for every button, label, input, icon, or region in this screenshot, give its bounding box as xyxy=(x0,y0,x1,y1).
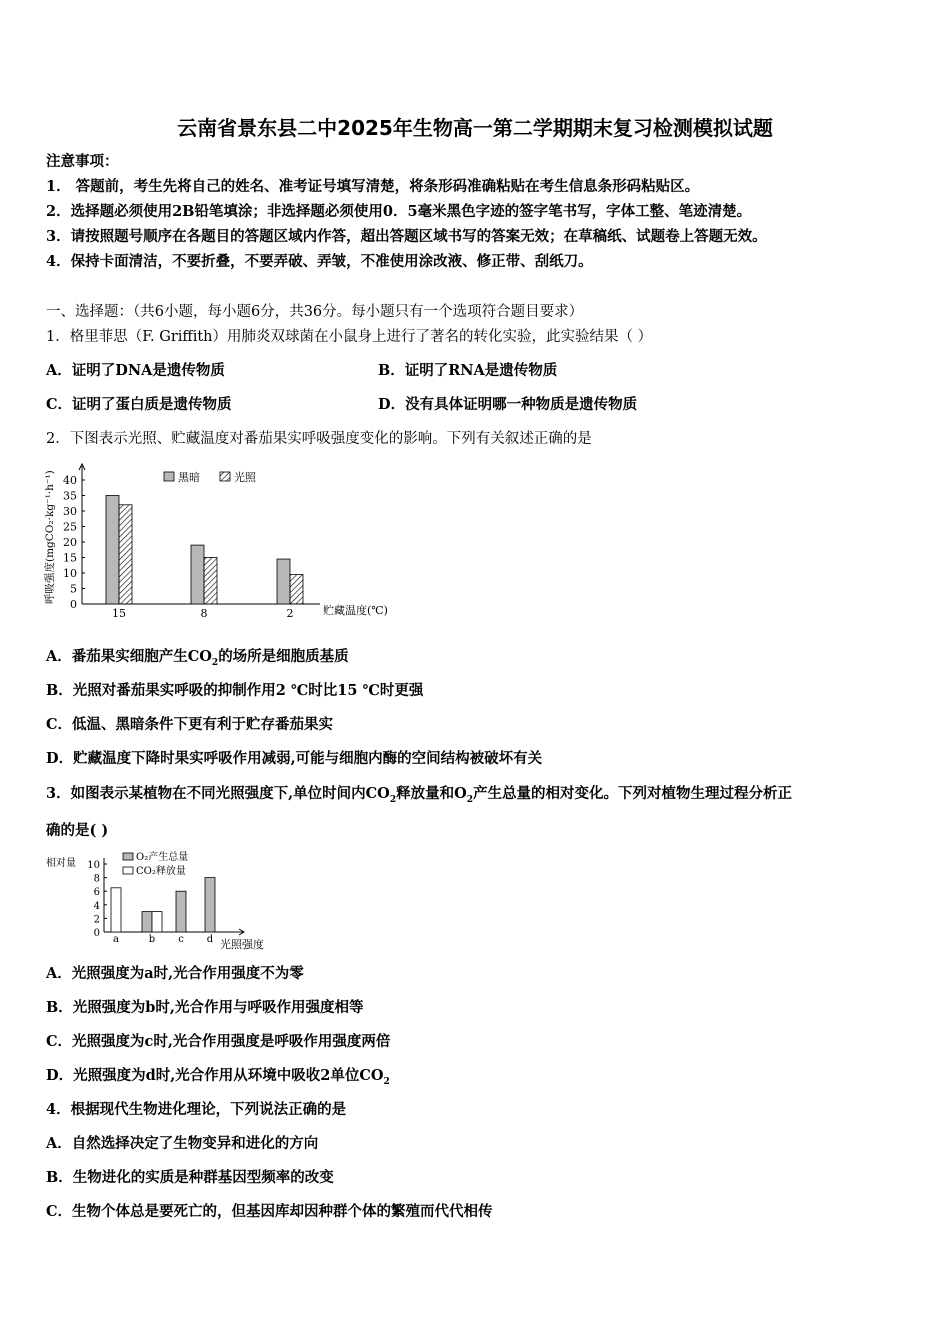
legend-swatch-co2 xyxy=(123,867,133,874)
q2-option-c: C．低温、黑暗条件下更有利于贮存番茄果实 xyxy=(46,716,334,733)
q2-option-b: B．光照对番茄果实呼吸的抑制作用2 ℃时比15 ℃时更强 xyxy=(46,682,424,699)
bar-dark-15 xyxy=(106,496,119,605)
q2-option-d: D．贮藏温度下降时果实呼吸作用减弱,可能与细胞内酶的空间结构被破坏有关 xyxy=(46,750,543,767)
bar-dark-2 xyxy=(277,559,290,604)
q1-option-b: B．证明了RNA是遗传物质 xyxy=(378,362,558,379)
q2-option-a: A．番茄果实细胞产生$CO_2$的场所是细胞质基质 xyxy=(46,648,349,668)
q1-option-d: D．没有具体证明哪一种物质是遗传物质 xyxy=(378,396,638,413)
legend-label-co2: CO₂释放量 xyxy=(136,866,186,877)
chart1-y-tick-label: 10 xyxy=(63,567,77,580)
q2-stem: 2．下图表示光照、贮藏温度对番茄果实呼吸强度变化的影响。下列有关叙述正确的是 xyxy=(46,431,592,447)
chart1-y-tick-label: 40 xyxy=(63,474,77,487)
q4-stem: 4．根据现代生物进化理论，下列说法正确的是 xyxy=(46,1101,347,1118)
q4-option-b: B．生物进化的实质是种群基因型频率的改变 xyxy=(46,1169,334,1186)
q1-option-a: A．证明了DNA是遗传物质 xyxy=(46,362,225,379)
chart2-x-tick-label: b xyxy=(148,934,156,945)
legend-swatch-dark xyxy=(164,472,174,481)
chart2-y-tick-label: 8 xyxy=(93,873,100,885)
chart1-ylabel: 呼吸强度(mgCO₂·kg⁻¹·h⁻¹) xyxy=(44,470,56,604)
legend-swatch-light xyxy=(220,472,230,481)
notice-item-4: 4．保持卡面清洁，不要折叠，不要弄破、弄皱，不准使用涂改液、修正带、刮纸刀。 xyxy=(46,253,593,270)
notice-item-1: 1． 答题前，考生先将自己的姓名、准考证号填写清楚，将条形码准确粘贴在考生信息条形码粘贴区。 xyxy=(46,178,700,195)
chart2-x-tick-label: d xyxy=(206,934,214,945)
notice-item-3: 3．请按照题号顺序在各题目的答题区域内作答，超出答题区域书写的答案无效；在草稿纸、试题卷上答题无效。 xyxy=(46,228,767,245)
chart2-y-tick-label: 2 xyxy=(93,914,100,926)
bar-co2-b xyxy=(152,912,162,932)
chart1-legend xyxy=(164,470,257,484)
bar-dark-8 xyxy=(191,545,204,604)
q3-stem: 3．如图表示某植物在不同光照强度下,单位时间内$CO_2$释放量和$O_2$产生总量的相对变化。下列对植物生理过程分析正 xyxy=(46,785,792,805)
legend-label-light: 光照 xyxy=(234,471,256,484)
light-intensity-bar-chart xyxy=(44,848,304,952)
chart2-xlabel: 光照强度 xyxy=(220,938,264,951)
bar-light-2 xyxy=(290,575,303,604)
legend-label-o2: O₂产生总量 xyxy=(136,852,189,863)
bar-o2-b xyxy=(142,912,152,932)
notice-item-2: 2．选择题必须使用2B铅笔填涂；非选择题必须使用0．5毫米黑色字迹的签字笔书写，字体工整、笔迹清楚。 xyxy=(46,203,752,220)
chart1-x-tick-label: 2 xyxy=(286,607,294,620)
chart2-legend xyxy=(123,850,188,877)
chart1-y-tick-label: 15 xyxy=(63,551,77,565)
q4-option-a: A．自然选择决定了生物变异和进化的方向 xyxy=(46,1135,319,1152)
q1-stem: 1．格里菲思（F. Griffith）用肺炎双球菌在小鼠身上进行了著名的转化实验，此实验结果（ ） xyxy=(46,329,653,345)
chart2-x-tick-label: a xyxy=(113,934,119,945)
bar-o2-d xyxy=(205,878,215,932)
legend-swatch-o2 xyxy=(123,853,133,860)
legend-label-dark: 黑暗 xyxy=(178,471,200,484)
chart2-y-tick-label: 6 xyxy=(93,887,100,899)
q3-option-c: C．光照强度为c时,光合作用强度是呼吸作用强度两倍 xyxy=(46,1033,391,1050)
chart1-y-tick-label: 25 xyxy=(63,520,77,534)
chart1-xlabel: 贮藏温度(℃) xyxy=(323,604,388,617)
notice-heading: 注意事项： xyxy=(46,153,119,170)
q3-option-a: A．光照强度为a时,光合作用强度不为零 xyxy=(46,965,304,982)
q4-option-c: C．生物个体总是要死亡的，但基因库却因种群个体的繁殖而代代相传 xyxy=(46,1203,493,1220)
chart1-y-tick-label: 35 xyxy=(63,489,77,503)
respiration-bar-chart xyxy=(40,452,410,622)
chart1-y-tick-label: 0 xyxy=(70,598,77,611)
chart2-y-tick-label: 4 xyxy=(93,900,100,912)
section-heading: 一、选择题：（共6小题，每小题6分，共36分。每小题只有一个选项符合题目要求） xyxy=(46,304,584,320)
chart1-y-tick-label: 30 xyxy=(63,505,77,518)
q3-option-b: B．光照强度为b时,光合作用与呼吸作用强度相等 xyxy=(46,999,364,1016)
chart2-y-tick-label: 0 xyxy=(93,928,100,939)
chart2-x-tick-label: c xyxy=(178,934,184,945)
chart2-y-tick-label: 10 xyxy=(87,860,100,871)
chart1-x-tick-label: 15 xyxy=(112,607,126,620)
chart1-x-tick-label: 8 xyxy=(200,607,208,620)
q1-option-c: C．证明了蛋白质是遗传物质 xyxy=(46,396,232,413)
bar-light-15 xyxy=(119,505,132,604)
chart1-y-tick-label: 5 xyxy=(70,582,77,596)
chart1-y-tick-label: 20 xyxy=(63,536,77,549)
q3-option-d: D．光照强度为d时,光合作用从环境中吸收2单位$CO_2$ xyxy=(46,1067,390,1087)
bar-co2-a xyxy=(111,888,121,932)
bar-o2-c xyxy=(176,891,186,932)
page-title: 云南省景东县二中2025年生物高一第二学期期末复习检测模拟试题 xyxy=(177,116,773,140)
chart2-ylabel: 相对量 xyxy=(46,858,76,869)
bar-light-8 xyxy=(204,558,217,605)
q3-stem-line2: 确的是( ) xyxy=(46,822,109,839)
